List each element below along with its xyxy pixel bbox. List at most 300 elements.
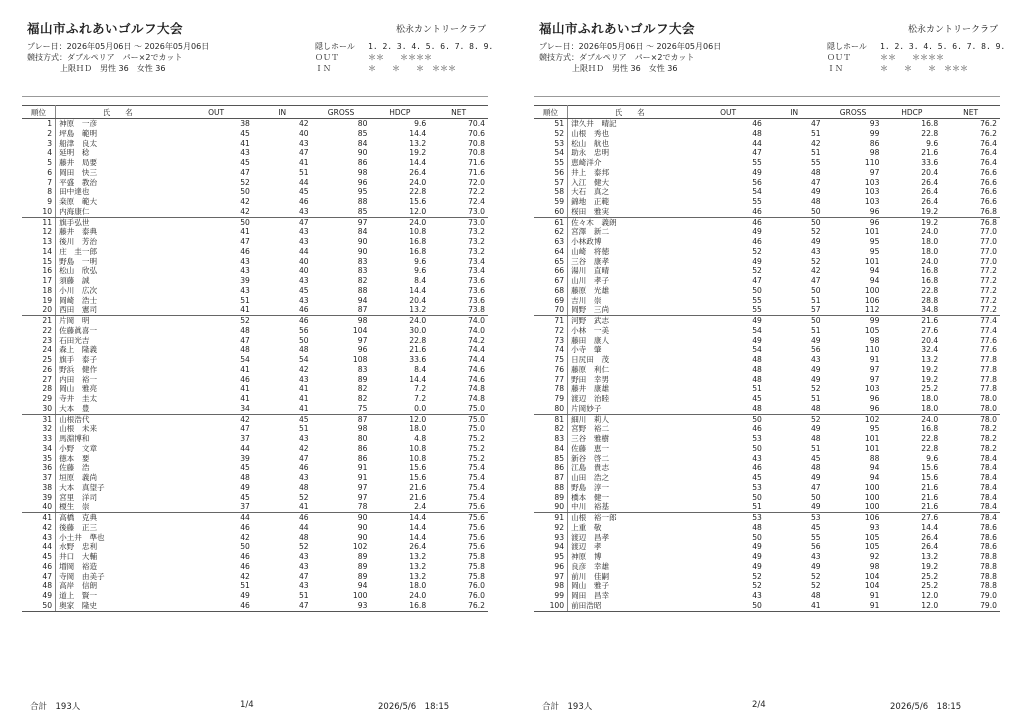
net-score-cell: 76.2 bbox=[429, 601, 488, 611]
out-score-cell: 49 bbox=[752, 256, 762, 266]
in-score-cell: 41 bbox=[298, 384, 309, 394]
handicap-cell: 14.4 bbox=[409, 513, 427, 523]
rank-cell: 13 bbox=[22, 237, 56, 247]
table-row bbox=[534, 562, 1000, 572]
net-score-cell: 73.0 bbox=[429, 207, 488, 217]
out-score-cell: 46 bbox=[179, 601, 252, 611]
handicap-cell: 34.8 bbox=[882, 305, 941, 315]
out-score-cell: 41 bbox=[240, 394, 250, 404]
handicap-cell: 30.0 bbox=[409, 325, 427, 335]
handicap-cell: 7.2 bbox=[414, 394, 427, 404]
header-gross: GROSS bbox=[824, 106, 883, 119]
player-name-cell: 吉川 崇 bbox=[571, 295, 602, 305]
rank-cell: 48 bbox=[22, 581, 56, 591]
out-score-cell: 47 bbox=[240, 335, 250, 345]
rank-cell: 33 bbox=[22, 434, 56, 444]
handicap-cell: 7.2 bbox=[414, 384, 427, 394]
rank-cell: 87 bbox=[534, 473, 568, 483]
in-score-cell: 41 bbox=[298, 394, 309, 404]
table-row bbox=[22, 502, 488, 512]
out-score-cell: 48 bbox=[240, 473, 250, 483]
rank-cell: 79 bbox=[534, 394, 568, 404]
handicap-cell: 21.6 bbox=[409, 482, 427, 492]
out-score-cell: 50 bbox=[240, 542, 250, 552]
in-score-cell: 51 bbox=[810, 128, 821, 138]
handicap-cell: 0.0 bbox=[370, 404, 429, 414]
gross-score-cell: 83 bbox=[357, 364, 368, 374]
net-score-cell: 73.6 bbox=[468, 295, 485, 305]
gross-score-cell: 88 bbox=[357, 197, 368, 207]
gross-score-cell: 86 bbox=[869, 138, 880, 148]
header-rank: 順位 bbox=[22, 106, 56, 119]
handicap-cell: 20.4 bbox=[921, 335, 939, 345]
table-row bbox=[22, 207, 488, 217]
player-name-cell: 藤原 利仁 bbox=[571, 364, 610, 374]
rank-cell: 56 bbox=[534, 168, 568, 178]
table-row bbox=[22, 444, 488, 454]
player-name-cell: 神原 博 bbox=[571, 552, 602, 562]
in-score-cell: 54 bbox=[298, 355, 309, 365]
net-score-cell: 74.0 bbox=[468, 325, 485, 335]
net-score-cell: 75.2 bbox=[468, 434, 485, 444]
net-score-cell: 78.2 bbox=[980, 424, 997, 434]
out-score-cell: 51 bbox=[691, 502, 764, 512]
net-score-cell: 78.2 bbox=[980, 443, 997, 453]
net-score-cell: 78.4 bbox=[980, 463, 997, 473]
table-row bbox=[534, 178, 1000, 188]
in-score-cell: 43 bbox=[298, 374, 309, 384]
rank-cell: 76 bbox=[534, 365, 568, 375]
net-score-cell: 78.8 bbox=[980, 581, 997, 591]
out-score-cell: 46 bbox=[752, 424, 762, 434]
player-name-cell: 井口 大輔 bbox=[59, 552, 98, 562]
gross-score-cell: 95 bbox=[869, 246, 880, 256]
in-score-cell: 52 bbox=[810, 414, 821, 424]
gross-score-cell: 96 bbox=[357, 177, 368, 187]
rank-cell: 91 bbox=[534, 513, 568, 523]
net-score-cell: 75.4 bbox=[468, 482, 485, 492]
rank-cell: 39 bbox=[22, 493, 56, 503]
handicap-cell: 18.0 bbox=[409, 581, 427, 591]
handicap-cell: 16.8 bbox=[921, 119, 939, 129]
table-row bbox=[22, 168, 488, 178]
rank-cell: 17 bbox=[22, 276, 56, 286]
rank-cell: 30 bbox=[22, 404, 56, 414]
gross-score-cell: 88 bbox=[357, 285, 368, 295]
out-score-cell: 46 bbox=[240, 561, 250, 571]
handicap-cell: 9.6 bbox=[414, 256, 427, 266]
results-table bbox=[534, 105, 1000, 612]
table-row bbox=[22, 483, 488, 493]
handicap-cell: 14.4 bbox=[409, 374, 427, 384]
table-row bbox=[22, 237, 488, 247]
out-score-cell: 56 bbox=[752, 177, 762, 187]
handicap-cell: 14.4 bbox=[409, 522, 427, 532]
handicap-cell: 13.2 bbox=[921, 552, 939, 562]
handicap-cell: 25.2 bbox=[921, 571, 939, 581]
rank-cell: 62 bbox=[534, 227, 568, 237]
player-name-cell: 小土井 準也 bbox=[59, 532, 105, 542]
rank-cell: 24 bbox=[22, 345, 56, 355]
rank-cell: 18 bbox=[22, 286, 56, 296]
table-row bbox=[534, 345, 1000, 355]
rank-cell: 46 bbox=[22, 562, 56, 572]
out-score-cell: 49 bbox=[752, 542, 762, 552]
net-score-cell: 75.6 bbox=[468, 522, 485, 532]
out-score-cell: 41 bbox=[179, 305, 252, 315]
in-score-cell: 42 bbox=[298, 443, 309, 453]
player-name-cell: 渡辺 昌孝 bbox=[571, 532, 610, 542]
player-name-cell: 小林 一美 bbox=[571, 325, 610, 335]
gross-score-cell: 97 bbox=[869, 364, 880, 374]
out-score-cell: 49 bbox=[752, 316, 762, 326]
table-row bbox=[22, 119, 488, 129]
gross-score-cell: 91 bbox=[357, 473, 368, 483]
out-score-cell: 42 bbox=[240, 571, 250, 581]
handicap-cell: 26.4 bbox=[921, 197, 939, 207]
net-score-cell: 76.4 bbox=[980, 158, 997, 168]
in-score-cell: 49 bbox=[810, 237, 821, 247]
gross-score-cell: 103 bbox=[864, 177, 880, 187]
handicap-cell: 21.6 bbox=[409, 492, 427, 502]
table-row bbox=[534, 523, 1000, 533]
net-score-cell: 79.0 bbox=[941, 601, 1000, 611]
table-row bbox=[22, 197, 488, 207]
out-score-cell: 46 bbox=[240, 246, 250, 256]
player-name-cell: 渡辺 治睦 bbox=[571, 394, 610, 404]
gross-score-cell: 82 bbox=[357, 384, 368, 394]
out-score-cell: 51 bbox=[240, 581, 250, 591]
table-row bbox=[22, 345, 488, 355]
handicap-cell: 18.0 bbox=[921, 237, 939, 247]
rank-cell: 27 bbox=[22, 375, 56, 385]
out-score-cell: 43 bbox=[752, 453, 762, 463]
gross-score-cell: 95 bbox=[869, 424, 880, 434]
handicap-cell: 19.2 bbox=[921, 364, 939, 374]
net-score-cell: 78.4 bbox=[941, 502, 1000, 512]
handicap-cell: 15.6 bbox=[921, 473, 939, 483]
rank-cell: 75 bbox=[534, 355, 568, 365]
out-score-cell: 48 bbox=[240, 345, 250, 355]
gross-score-cell: 101 bbox=[864, 434, 880, 444]
in-score-cell: 40 bbox=[298, 128, 309, 138]
net-score-cell: 78.0 bbox=[980, 414, 997, 424]
net-score-cell: 76.2 bbox=[980, 128, 997, 138]
handicap-cell: 26.4 bbox=[921, 177, 939, 187]
player-name-cell: 後藤 正三 bbox=[59, 522, 98, 532]
header-in: IN bbox=[253, 106, 312, 119]
table-row bbox=[534, 483, 1000, 493]
gross-score-cell: 95 bbox=[357, 187, 368, 197]
in-score-cell: 45 bbox=[298, 187, 309, 197]
player-name-cell: 松山 航也 bbox=[571, 138, 610, 148]
table-row bbox=[534, 217, 1000, 227]
in-score-cell: 47 bbox=[298, 148, 309, 158]
handicap-cell: 26.4 bbox=[921, 542, 939, 552]
out-score-cell: 41 bbox=[240, 138, 250, 148]
handicap-cell: 10.8 bbox=[409, 453, 427, 463]
player-name-cell: 山田 浩之 bbox=[571, 473, 610, 483]
out-score-cell: 45 bbox=[752, 473, 762, 483]
out-score-cell: 38 bbox=[240, 119, 250, 129]
out-score-cell: 37 bbox=[240, 434, 250, 444]
rank-cell: 71 bbox=[534, 316, 568, 326]
in-score-cell: 42 bbox=[810, 138, 821, 148]
out-score-cell: 55 bbox=[752, 158, 762, 168]
gross-score-cell: 93 bbox=[869, 522, 880, 532]
gross-score-cell: 93 bbox=[869, 119, 880, 129]
in-score-cell: 43 bbox=[298, 561, 309, 571]
net-score-cell: 78.8 bbox=[980, 571, 997, 581]
gross-score-cell: 98 bbox=[357, 316, 368, 326]
rank-cell: 99 bbox=[534, 591, 568, 601]
player-name-cell: 小林政博 bbox=[571, 237, 602, 247]
handicap-cell: 15.6 bbox=[409, 197, 427, 207]
table-row bbox=[22, 276, 488, 286]
scorecard-page-2 bbox=[512, 0, 1024, 724]
rank-cell: 54 bbox=[534, 148, 568, 158]
net-score-cell: 77.0 bbox=[980, 256, 997, 266]
in-score-cell: 55 bbox=[810, 532, 821, 542]
in-score-cell: 44 bbox=[298, 246, 309, 256]
out-score-cell: 51 bbox=[752, 384, 762, 394]
net-score-cell: 77.8 bbox=[980, 355, 997, 365]
player-name-cell: 大石 真之 bbox=[571, 187, 610, 197]
handicap-cell: 12.0 bbox=[921, 591, 939, 601]
gross-score-cell: 75 bbox=[312, 404, 371, 414]
player-name-cell: 山川 孝子 bbox=[571, 276, 610, 286]
rank-cell: 5 bbox=[22, 158, 56, 168]
rank-cell: 81 bbox=[534, 414, 568, 424]
out-score-cell: 55 bbox=[691, 305, 764, 315]
gross-score-cell: 97 bbox=[357, 335, 368, 345]
net-score-cell: 76.0 bbox=[468, 581, 485, 591]
handicap-cell: 28.8 bbox=[921, 295, 939, 305]
rank-cell: 97 bbox=[534, 572, 568, 582]
rank-cell: 26 bbox=[22, 365, 56, 375]
net-score-cell: 75.0 bbox=[468, 414, 485, 424]
gross-score-cell: 90 bbox=[357, 532, 368, 542]
table-row bbox=[534, 326, 1000, 336]
out-score-cell: 55 bbox=[752, 295, 762, 305]
header-divider bbox=[534, 96, 1000, 97]
handicap-cell: 8.4 bbox=[414, 364, 427, 374]
results-table bbox=[22, 105, 488, 612]
gross-score-cell: 103 bbox=[864, 384, 880, 394]
in-score-cell: 40 bbox=[298, 266, 309, 276]
in-score-cell: 46 bbox=[298, 316, 309, 326]
in-score-cell: 43 bbox=[298, 138, 309, 148]
handicap-cell: 24.0 bbox=[921, 414, 939, 424]
table-row bbox=[534, 207, 1000, 217]
rank-cell: 83 bbox=[534, 434, 568, 444]
table-row bbox=[534, 502, 1000, 512]
net-score-cell: 75.6 bbox=[468, 542, 485, 552]
gross-score-cell: 90 bbox=[357, 246, 368, 256]
gross-score-cell: 104 bbox=[352, 325, 368, 335]
table-row bbox=[22, 404, 488, 414]
gross-score-cell: 87 bbox=[312, 305, 371, 315]
player-name-cell: 野田 幸男 bbox=[571, 374, 610, 384]
net-score-cell: 73.2 bbox=[468, 246, 485, 256]
player-name-cell: 石田光吉 bbox=[59, 335, 90, 345]
gross-score-cell: 99 bbox=[869, 316, 880, 326]
gross-score-cell: 89 bbox=[357, 571, 368, 581]
handicap-cell: 22.8 bbox=[409, 335, 427, 345]
gross-score-cell: 97 bbox=[357, 217, 368, 227]
handicap-cell: 8.4 bbox=[414, 276, 427, 286]
player-name-cell: 細川 莉人 bbox=[571, 414, 610, 424]
gross-score-cell: 86 bbox=[357, 453, 368, 463]
net-score-cell: 78.4 bbox=[980, 473, 997, 483]
print-datetime: 2026/5/6 18:15 bbox=[378, 702, 450, 712]
player-name-cell: 船津 良太 bbox=[59, 138, 98, 148]
in-score-cell: 45 bbox=[298, 285, 309, 295]
in-score-cell: 49 bbox=[810, 473, 821, 483]
table-row bbox=[534, 187, 1000, 197]
out-score-cell: 49 bbox=[752, 561, 762, 571]
net-score-cell: 76.4 bbox=[980, 148, 997, 158]
net-score-cell: 73.4 bbox=[468, 256, 485, 266]
rank-cell: 96 bbox=[534, 562, 568, 572]
handicap-cell: 16.8 bbox=[409, 237, 427, 247]
out-score-cell: 43 bbox=[240, 256, 250, 266]
handicap-cell: 21.6 bbox=[921, 492, 939, 502]
net-score-cell: 76.8 bbox=[980, 217, 997, 227]
player-name-cell: 佐藤 恵一 bbox=[571, 443, 610, 453]
net-score-cell: 78.4 bbox=[980, 513, 997, 523]
rank-cell: 66 bbox=[534, 266, 568, 276]
out-score-cell: 52 bbox=[752, 571, 762, 581]
gross-score-cell: 83 bbox=[357, 266, 368, 276]
total-count: 合計 193人 bbox=[542, 702, 593, 712]
out-score-cell: 55 bbox=[752, 197, 762, 207]
player-name-cell: 増岡 裕造 bbox=[59, 561, 98, 571]
table-row bbox=[534, 148, 1000, 158]
rank-cell: 73 bbox=[534, 336, 568, 346]
table-row bbox=[22, 552, 488, 562]
player-name-cell: 大本 真望子 bbox=[59, 482, 105, 492]
table-row bbox=[22, 473, 488, 483]
out-score-cell: 52 bbox=[752, 581, 762, 591]
out-score-cell: 43 bbox=[240, 148, 250, 158]
gross-score-cell: 96 bbox=[869, 394, 880, 404]
in-score-cell: 57 bbox=[765, 305, 824, 315]
gross-score-cell: 101 bbox=[864, 227, 880, 237]
out-score-cell: 48 bbox=[752, 522, 762, 532]
out-score-cell: 49 bbox=[240, 482, 250, 492]
out-score-cell: 48 bbox=[752, 364, 762, 374]
table-row bbox=[534, 168, 1000, 178]
in-score-cell: 43 bbox=[810, 552, 821, 562]
handicap-cell: 24.0 bbox=[409, 177, 427, 187]
rank-cell: 49 bbox=[22, 591, 56, 601]
gross-score-cell: 95 bbox=[869, 237, 880, 247]
out-score-cell: 39 bbox=[240, 276, 250, 286]
net-score-cell: 78.4 bbox=[980, 453, 997, 463]
net-score-cell: 77.8 bbox=[980, 384, 997, 394]
in-score-cell: 41 bbox=[253, 404, 312, 414]
net-score-cell: 74.8 bbox=[468, 384, 485, 394]
gross-score-cell: 105 bbox=[864, 532, 880, 542]
out-score-cell: 46 bbox=[240, 552, 250, 562]
in-score-cell: 49 bbox=[810, 374, 821, 384]
net-score-cell: 75.4 bbox=[468, 492, 485, 502]
out-score-cell: 41 bbox=[240, 364, 250, 374]
in-score-cell: 50 bbox=[810, 285, 821, 295]
header-out: OUT bbox=[691, 106, 764, 119]
handicap-cell: 32.4 bbox=[921, 345, 939, 355]
net-score-cell: 75.8 bbox=[468, 552, 485, 562]
hidden-holes-value: 1. 2. 3. 4. 5. 6. 7. 8. 9. bbox=[368, 42, 494, 51]
table-row bbox=[22, 148, 488, 158]
rank-cell: 21 bbox=[22, 316, 56, 326]
out-score-cell: 46 bbox=[691, 207, 764, 217]
out-score-cell: 42 bbox=[240, 414, 250, 424]
out-score-cell: 44 bbox=[752, 138, 762, 148]
gross-score-cell: 94 bbox=[869, 463, 880, 473]
player-name-cell: 小野 文章 bbox=[59, 443, 98, 453]
net-score-cell: 78.8 bbox=[980, 552, 997, 562]
out-score-cell: 50 bbox=[752, 285, 762, 295]
table-row bbox=[534, 119, 1000, 129]
handicap-cell: 24.0 bbox=[921, 256, 939, 266]
table-row bbox=[22, 493, 488, 503]
rank-cell: 28 bbox=[22, 384, 56, 394]
handicap-cell: 19.2 bbox=[921, 217, 939, 227]
in-score-cell: 51 bbox=[298, 424, 309, 434]
rank-cell: 37 bbox=[22, 473, 56, 483]
in-score-cell: 48 bbox=[810, 197, 821, 207]
player-name-cell: 森上 隆義 bbox=[59, 345, 98, 355]
net-score-cell: 77.2 bbox=[980, 276, 997, 286]
gross-score-cell: 101 bbox=[864, 443, 880, 453]
net-score-cell: 75.8 bbox=[468, 571, 485, 581]
table-header-row bbox=[534, 106, 1000, 119]
net-score-cell: 77.8 bbox=[980, 364, 997, 374]
net-score-cell: 74.4 bbox=[468, 345, 485, 355]
rank-cell: 69 bbox=[534, 296, 568, 306]
table-row bbox=[22, 365, 488, 375]
player-name-cell: 橋本 健一 bbox=[571, 492, 610, 502]
in-score-cell: 52 bbox=[810, 256, 821, 266]
in-score-cell: 47 bbox=[253, 601, 312, 611]
in-score-cell: 51 bbox=[298, 167, 309, 177]
net-score-cell: 76.4 bbox=[980, 138, 997, 148]
handicap-cell: 19.2 bbox=[921, 374, 939, 384]
in-score-cell: 51 bbox=[810, 295, 821, 305]
table-row bbox=[22, 562, 488, 572]
table-row bbox=[534, 247, 1000, 257]
gross-score-cell: 80 bbox=[357, 434, 368, 444]
net-score-cell: 74.0 bbox=[468, 316, 485, 326]
table-row bbox=[534, 257, 1000, 267]
table-row bbox=[534, 444, 1000, 454]
table-row bbox=[534, 266, 1000, 276]
out-score-cell: 50 bbox=[240, 187, 250, 197]
net-score-cell: 73.2 bbox=[468, 227, 485, 237]
handicap-cell: 19.2 bbox=[409, 148, 427, 158]
player-name-cell: 宮野 裕二 bbox=[571, 424, 610, 434]
player-name-cell: 平盛 教治 bbox=[59, 177, 98, 187]
gross-score-cell: 85 bbox=[312, 207, 371, 217]
handicap-cell: 12.0 bbox=[370, 207, 429, 217]
print-datetime: 2026/5/6 18:15 bbox=[890, 702, 962, 712]
in-score-cell: 43 bbox=[298, 552, 309, 562]
player-name-cell: 榎生 崇 bbox=[56, 502, 180, 512]
rank-cell: 51 bbox=[534, 119, 568, 129]
player-name-cell: 藤井 泰典 bbox=[59, 227, 98, 237]
